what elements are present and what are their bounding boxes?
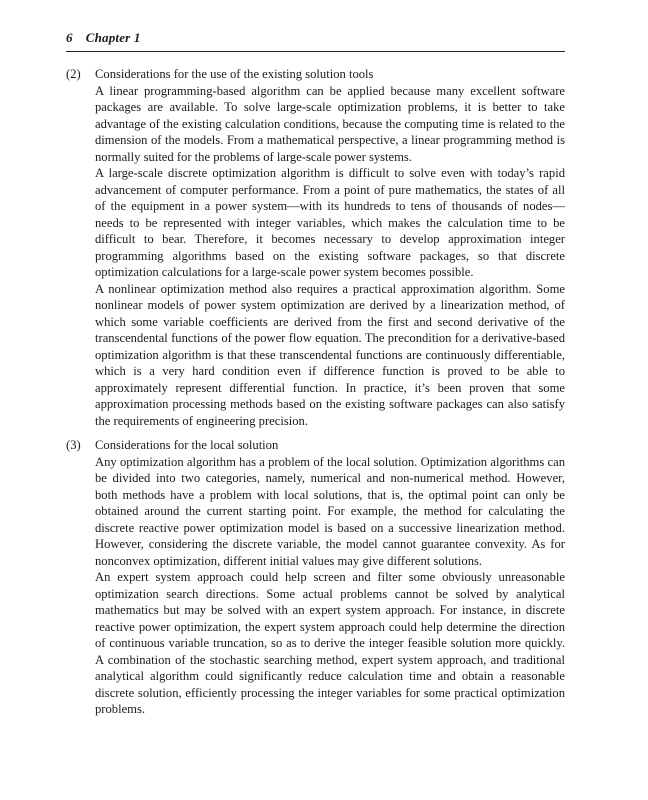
- page-body: [66, 66, 565, 718]
- paragraph: A nonlinear optimization method also requires a practical approximation algorithm. Some nonlinear models of power system optimization are derived by a linearization method, of which some variable coefficients are derived from the first and second derivative of the transcendental functions of the power flow equation. The precondition for a derivative-based optimization algorithm is that these transcendental functions are continuously differentiable, which is a very hard condition even if difference function is proved to be able to approximately represent differential function. In practice, it’s been proven that some approximation processing methods based on the existing software packages can also satisfy the requirements of engineering precision.: [95, 281, 565, 428]
- section-label: (2): [66, 67, 81, 81]
- paragraph: A linear programming-based algorithm can be applied because many excellent software packages are available. To solve large-scale optimization problems, it is better to take advantage of the existing calculation conditions, because the computing time is related to the dimension of the models. From a mathematical perspective, a linear programming method is normally suited for the problems of large-scale power systems.: [95, 83, 565, 164]
- paragraph: An expert system approach could help screen and filter some obviously unreasonable optimization search directions. Some actual problems cannot be solved by analytical mathematics but may be solved with an expert system approach. For instance, in discrete reactive power optimization, the expert system approach could help determine the direction of continuous variable truncation, so as to derive the integer feasible solution more quickly. A combination of the stochastic searching method, expert system approach, and traditional analytical algorithm could significantly reduce calculation time and obtain a reasonable discrete solution, efficiently processing the integer variables for some practical optimization problems.: [95, 570, 565, 716]
- section-existing-solution-tools: [66, 66, 565, 429]
- page-header: [66, 30, 565, 52]
- paragraph: Any optimization algorithm has a problem of the local solution. Optimization algorithms can be divided into two categories, namely, numerical and non-numerical method. However, both methods have a problem with local solutions, that is, the optimal point can only be obtained around the current starting point. For example, the method for calculating the discrete reactive power optimization model is based on a successive linearization method. However, considering the discrete variable, the model cannot guarantee convexity. As for nonconvex optimization, different initial values may give different solutions.: [95, 454, 565, 568]
- chapter-title: Chapter 1: [85, 30, 141, 45]
- section-heading: Considerations for the local solution: [95, 438, 279, 452]
- page-number: 6: [66, 30, 73, 45]
- paragraph: A large-scale discrete optimization algorithm is difficult to solve even with today’s rapid advancement of computer performance. From a point of pure mathematics, the states of all of the equipment in a power system—with its hundreds to tens of thousands of nodes—needs to be represented with integer variables, which makes the calculation time to be difficult to bear. Therefore, it becomes necessary to develop approximation integer programming algorithms based on the existing software packages, so that discrete optimization calculations for a large-scale power system becomes possible.: [95, 166, 565, 279]
- section-content: [95, 437, 565, 718]
- section-local-solution: [66, 437, 565, 718]
- section-label: (3): [66, 438, 81, 452]
- section-content: [95, 66, 565, 429]
- section-heading: Considerations for the use of the existing solution tools: [95, 67, 374, 81]
